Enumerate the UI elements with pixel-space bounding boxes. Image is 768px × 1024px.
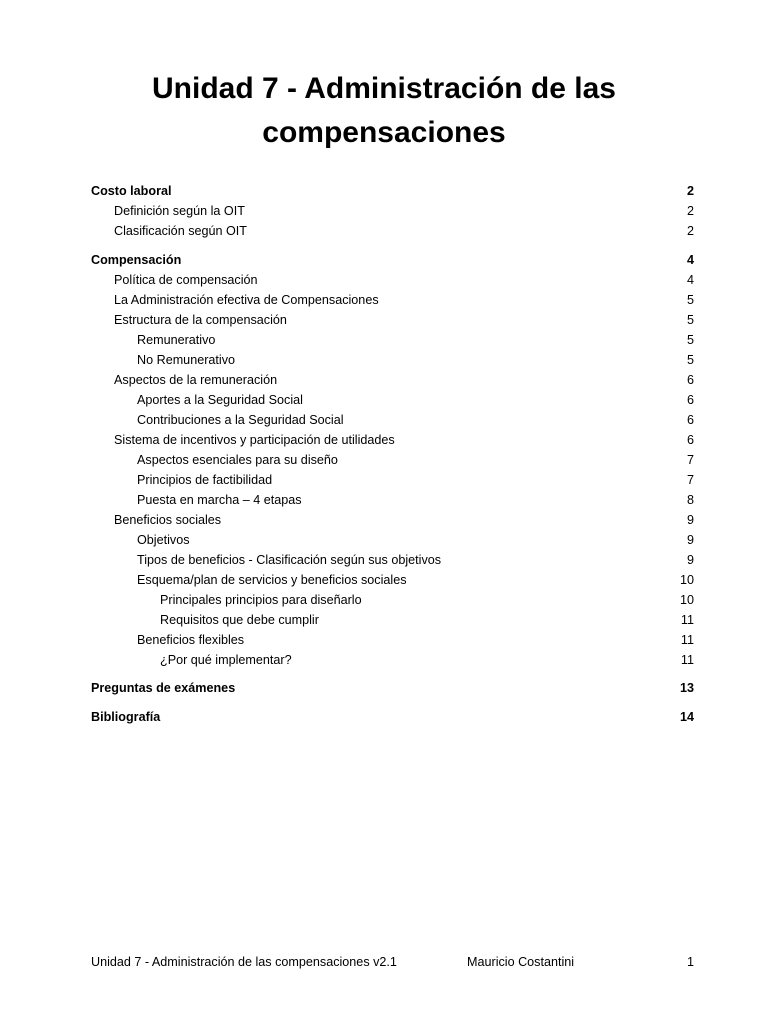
toc-section-entry[interactable] [91,250,694,270]
toc-entry-page-number: 8 [686,492,694,507]
toc-entry-label: Principios de factibilidad [137,472,273,487]
toc-entry-label: Objetivos [137,532,190,547]
toc-entry-page-number: 11 [680,632,694,647]
toc-entry[interactable] [91,590,694,610]
toc-entry[interactable] [91,221,694,241]
toc-entry-label: Contribuciones a la Seguridad Social [137,412,344,427]
toc-entry-label: Clasificación según OIT [114,224,247,238]
toc-entry-label: Política de compensación [114,272,258,287]
toc-entry-label: Tipos de beneficios - Clasificación según sus objetivos [137,552,442,567]
document-title-line-1: Unidad 7 - Administración de las [152,72,616,105]
toc-entry-label: Bibliografía [91,709,161,724]
toc-entry[interactable] [91,350,694,370]
document-title [0,67,768,155]
toc-entry-label: Aspectos de la remuneración [114,372,278,387]
toc-entry-page-number: 11 [680,612,694,627]
toc-entry[interactable] [91,390,694,410]
toc-entry-label: Sistema de incentivos y participación de utilidades [114,432,395,447]
toc-entry-label: Puesta en marcha – 4 etapas [137,492,302,507]
footer-page-number: 1 [686,955,694,969]
toc-entry-page-number: 7 [686,452,694,467]
toc-entry-label: ¿Por qué implementar? [160,652,292,667]
document-title-line-2: compensaciones [262,116,506,149]
toc-entry-page-number: 9 [686,512,694,527]
footer-document-name: Unidad 7 - Administración de las compensaciones v2.1 [91,955,397,969]
toc-entry-label: Definición según la OIT [114,204,245,218]
toc-entry-label: Aportes a la Seguridad Social [137,392,303,407]
toc-entry-page-number: 5 [686,292,694,307]
toc-entry-page-number: 2 [686,204,694,218]
toc-entry-page-number: 5 [686,352,694,367]
toc-entry[interactable] [91,570,694,590]
toc-entry-label: Requisitos que debe cumplir [160,612,319,627]
toc-entry-page-number: 4 [686,252,694,267]
footer-author: Mauricio Costantini [467,955,575,969]
toc-entry-page-number: 2 [686,224,694,238]
toc-entry-page-number: 5 [686,312,694,327]
toc-entry[interactable] [91,450,694,470]
toc-entry-page-number: 14 [679,709,694,724]
toc-entry-label: Principales principios para diseñarlo [160,592,362,607]
toc-entry-label: Compensación [91,252,182,267]
toc-entry[interactable] [91,370,694,390]
toc-section-entry[interactable] [91,678,694,698]
toc-entry[interactable] [91,470,694,490]
toc-entry-page-number: 6 [686,392,694,407]
toc-entry-page-number: 13 [679,681,694,695]
toc-entry[interactable] [91,490,694,510]
toc-entry-page-number: 11 [680,652,694,667]
toc-entry[interactable] [91,410,694,430]
toc-entry[interactable] [91,510,694,530]
toc-entry[interactable] [91,630,694,650]
toc-entry-label: Beneficios sociales [114,512,222,527]
toc-entry-page-number: 9 [686,552,694,567]
toc-entry-label: Beneficios flexibles [137,632,245,647]
toc-entry-page-number: 10 [679,572,694,587]
toc-entry-label: La Administración efectiva de Compensaciones [114,292,379,307]
toc-entry-label: No Remunerativo [137,352,235,367]
page-footer [91,952,694,972]
toc-entry[interactable] [91,330,694,350]
toc-section-entry[interactable] [91,181,694,201]
toc-entry[interactable] [91,201,694,221]
toc-entry-page-number: 5 [686,332,694,347]
toc-entry[interactable] [91,610,694,630]
toc-entry-label: Costo laboral [91,184,172,198]
toc-entry-page-number: 6 [686,372,694,387]
toc-entry[interactable] [91,550,694,570]
toc-entry-page-number: 6 [686,432,694,447]
toc-entry[interactable] [91,650,694,670]
toc-entry[interactable] [91,270,694,290]
toc-entry-page-number: 7 [686,472,694,487]
toc-entry-page-number: 6 [686,412,694,427]
toc-entry[interactable] [91,430,694,450]
toc-entry[interactable] [91,310,694,330]
toc-entry-page-number: 2 [686,184,694,198]
toc-section-entry[interactable] [91,707,694,727]
toc-entry-label: Preguntas de exámenes [91,681,236,695]
toc-entry-page-number: 10 [679,592,694,607]
toc-entry-page-number: 9 [686,532,694,547]
toc-entry-page-number: 4 [686,272,694,287]
toc-entry-label: Remunerativo [137,332,216,347]
toc-entry[interactable] [91,530,694,550]
table-of-contents [91,181,694,727]
toc-entry-label: Estructura de la compensación [114,312,287,327]
toc-entry-label: Aspectos esenciales para su diseño [137,452,338,467]
toc-entry-label: Esquema/plan de servicios y beneficios sociales [137,572,407,587]
toc-entry[interactable] [91,290,694,310]
